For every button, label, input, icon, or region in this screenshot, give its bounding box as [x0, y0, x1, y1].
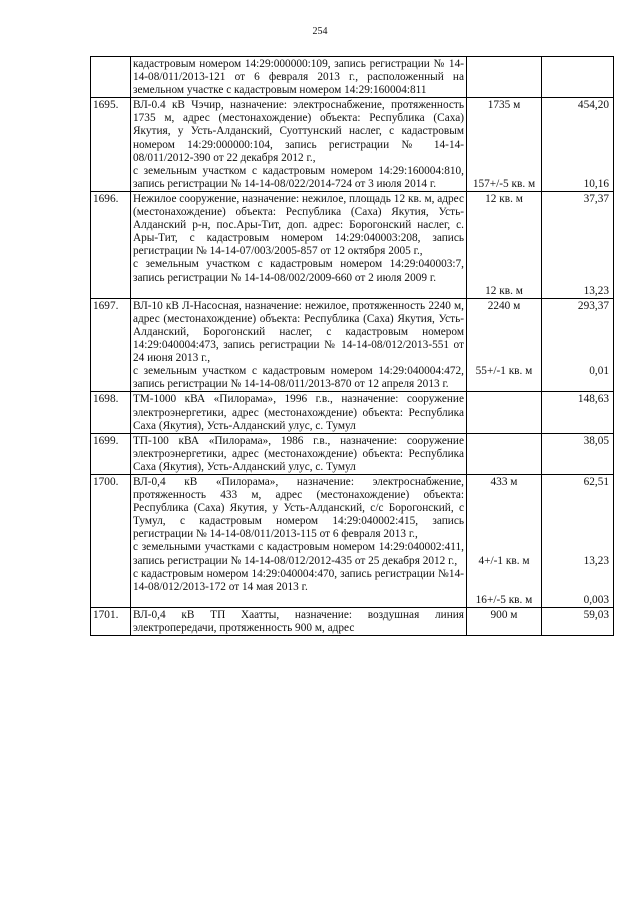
size-value: 900 м [490, 608, 518, 621]
description-cell [131, 607, 467, 635]
table-row [91, 57, 614, 98]
size-value: 12 кв. м [485, 192, 523, 205]
description-paragraph: ВЛ-0,4 кВ «Пилорама», назначение: электроснабжение, протяженность 433 м, адрес (местонахождение) объекта: Республика (Саха) Якутия, у Усть-Алданский, с/с Борогонский, с Тумул, с кадастровым номером 14:29:040002:415, запись регистрации № 14-14-08/011/2013-115 от 6 февраля 2013 г., [133, 475, 464, 541]
description-paragraph: ВЛ-10 кВ Л-Насосная, назначение: нежилое, протяженность 2240 м, адрес (местонахождение) объекта: Республика (Саха) Якутия, Усть-Алданский, Борогонский наслег, с кадастровым номером 14:29:040004:473, запись регистрации № 14-14-08/012/2013-551 от 24 июня 2013 г., [133, 299, 464, 365]
row-number-cell: 1698. [91, 392, 131, 433]
size-cell [467, 57, 542, 98]
row-number-cell: 1699. [91, 433, 131, 474]
row-number-cell: 1697. [91, 298, 131, 392]
page-number: 254 [312, 26, 328, 37]
size-cell [467, 607, 542, 635]
cost-value: 293,37 [577, 299, 609, 312]
value-cell [542, 392, 614, 433]
value-cell [542, 433, 614, 474]
cost-value: 0,01 [589, 365, 609, 378]
description-paragraph: с земельным участком с кадастровым номером 14:29:160004:810, запись регистрации № 14-14-08/022/2014-724 от 3 июля 2014 г. [133, 164, 464, 190]
size-cell [467, 474, 542, 607]
table-row [91, 191, 614, 298]
description-cell [131, 392, 467, 433]
size-value: 433 м [490, 475, 518, 488]
row-number-cell: 1696. [91, 191, 131, 298]
row-number-cell: 1701. [91, 607, 131, 635]
row-number-cell: 1695. [91, 98, 131, 192]
description-paragraph: ВЛ-0.4 кВ Чэчир, назначение: электроснабжение, протяженность 1735 м, адрес (местонахождение) объекта: Республика (Саха) Якутия, у Усть-Алданский, Суоттунский наслег, с кадастровым номером 14:29:000000:104, запись регистрации № 14-14-08/011/2012-390 от 22 декабря 2012 г., [133, 99, 464, 164]
description-paragraph: с кадастровым номером 14:29:040004:470, запись регистрации №14-14-08/012/2013-172 от 14 мая 2013 г. [133, 567, 464, 593]
description-paragraph: с земельным участком с кадастровым номером 14:29:040003:7, запись регистрации № 14-14-08/002/2009-660 от 2 июля 2009 г. [133, 258, 464, 284]
size-value: 4+/-1 кв. м [478, 554, 530, 567]
description-cell [131, 191, 467, 298]
description-paragraph: с земельным участком с кадастровым номером 14:29:040004:472, запись регистрации № 14-14-08/011/2013-870 от 12 апреля 2013 г. [133, 365, 464, 391]
value-cell [542, 607, 614, 635]
description-cell [131, 433, 467, 474]
row-number-cell [91, 57, 131, 98]
description-paragraph: с земельными участками с кадастровым номером 14:29:040002:411, запись регистрации № 14-14-08/012/2012-435 от 25 декабря 2012 г., [133, 541, 464, 567]
table-row [91, 607, 614, 635]
cost-value: 38,05 [583, 434, 609, 447]
description-cell [131, 474, 467, 607]
value-cell [542, 57, 614, 98]
size-value: 55+/-1 кв. м [475, 365, 533, 378]
description-cell [131, 298, 467, 392]
table-row [91, 392, 614, 433]
cost-value: 454,20 [577, 99, 609, 112]
value-cell [542, 298, 614, 392]
size-cell [467, 98, 542, 192]
size-value: 12 кв. м [485, 284, 523, 297]
size-cell [467, 298, 542, 392]
table-row [91, 433, 614, 474]
cost-value: 13,23 [583, 554, 609, 567]
cost-value: 59,03 [583, 608, 609, 621]
value-cell [542, 98, 614, 192]
property-registry-table [90, 56, 614, 636]
table-row [91, 298, 614, 392]
cost-value: 10,16 [583, 177, 609, 190]
size-value: 1735 м [487, 99, 521, 112]
cost-value: 37,37 [583, 192, 609, 205]
cost-value: 148,63 [577, 393, 609, 406]
cost-value: 62,51 [583, 475, 609, 488]
description-cell [131, 57, 467, 98]
value-cell [542, 191, 614, 298]
size-cell [467, 191, 542, 298]
table-row [91, 474, 614, 607]
size-value: 157+/-5 кв. м [472, 177, 536, 190]
description-paragraph: Нежилое сооружение, назначение: нежилое, площадь 12 кв. м, адрес (местонахождение) объекта: Республика (Саха) Якутия, Усть-Алданский р-н, пос.Ары-Тит, доп. адрес: Борогонский наслег, с. Ары-Тит, с кадастровым номером 14:29:040003:208, запись регистрации № 14-14-07/003/2005-857 от 12 октября 2005 г., [133, 192, 464, 258]
description-paragraph: кадастровым номером 14:29:000000:109, запись регистрации № 14-14-08/011/2013-121 от 6 февраля 2013 г., расположенный на земельном участке с кадастровым номером 14:29:160004:811 [133, 58, 464, 97]
description-paragraph: ТМ-1000 кВА «Пилорама», 1996 г.в., назначение: сооружение электроэнергетики, адрес (местонахождение) объекта: Республика Саха (Якутия), Усть-Алданский улус, с. Тумул [133, 393, 464, 432]
cost-value: 0,003 [583, 593, 609, 606]
cost-value: 13,23 [583, 284, 609, 297]
size-value: 16+/-5 кв. м [475, 593, 533, 606]
row-number-cell: 1700. [91, 474, 131, 607]
size-value: 2240 м [487, 299, 521, 312]
description-paragraph: ТП-100 кВА «Пилорама», 1986 г.в., назначение: сооружение электроэнергетики, адрес (местонахождение) объекта: Республика Саха (Якутия), Усть-Алданский улус, с. Тумул [133, 434, 464, 473]
size-cell [467, 392, 542, 433]
value-cell [542, 474, 614, 607]
description-cell [131, 98, 467, 192]
size-cell [467, 433, 542, 474]
table-row [91, 98, 614, 192]
description-paragraph: ВЛ-0,4 кВ ТП Хаатты, назначение: воздушная линия электропередачи, протяженность 900 м, адрес [133, 608, 464, 635]
